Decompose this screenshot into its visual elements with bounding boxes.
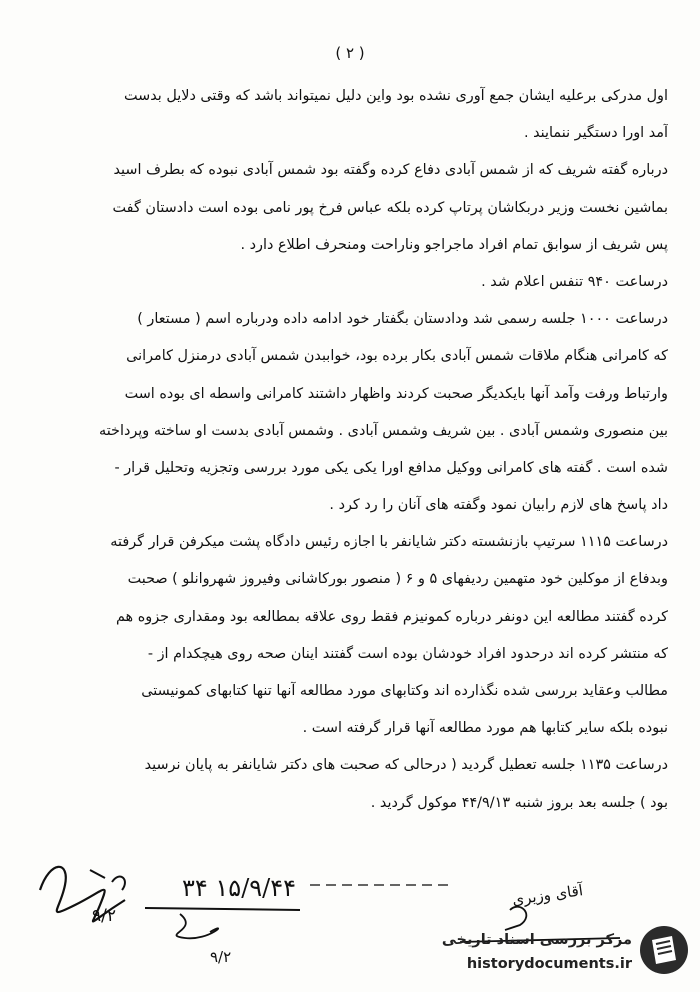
- handwritten-name-right: آقای وزیری: [511, 881, 585, 909]
- text-line: نبوده بلکه سایر کتابها هم مورد مطالعه آنها قرار گرفته است .: [302, 720, 668, 737]
- text-line: درساعت ۱۰۰۰ جلسه رسمی شد ودادستان بگفتار خود ادامه داده ودرباره اسم ( مستعار ): [137, 311, 668, 328]
- document-body: [30, 78, 668, 822]
- text-line: داد پاسخ های لازم رابیان نمود وگفته های آنان را رد کرد .: [329, 497, 668, 514]
- text-line: که منتشر کرده اند درحدود افراد خودشان بوده است گفتند اینان صحه روی هیچکدام از -: [147, 645, 668, 662]
- date-underline: [140, 900, 310, 940]
- text-line: درباره گفته شریف که از شمس آبادی دفاع کرده وگفته بود شمس آبادی نبوده که بطرف اسید: [113, 162, 668, 179]
- text-line: وارتباط ورفت وآمد آنها بایکدیگر صحبت کردند واظهار داشتند کامرانی واسطه ای بوده است: [124, 385, 668, 402]
- watermark-title: مرکز بررسی اسناد تاریخی: [441, 932, 632, 948]
- text-line: که کامرانی هنگام ملاقات شمس آبادی بکار برده بود، خواببدن شمس آبادی درمنزل کامرانی: [126, 348, 668, 365]
- text-line: شده است . گفته های کامرانی ووکیل مدافع اورا یکی یکی مورد بررسی وتجزیه وتحلیل قرار -: [114, 459, 668, 476]
- page-number: ( ۲ ): [335, 44, 365, 62]
- text-line: کرده گفتند مطالعه این دونفر درباره کمونیزم فقط روی علاقه بمطالعه بود ومقداری جزوه هم: [115, 608, 668, 625]
- text-line: پس شریف از سوابق تمام افراد ماجراجو وناراحت ومنحرف اطلاع دارد .: [240, 236, 668, 253]
- text-line: وبدفاع از موکلین خود متهمین ردیفهای ۵ و ۶ ( منصور بورکاشانی وفیروز شهروانلو ) صحبت: [127, 571, 668, 588]
- text-line: درساعت ۹۴۰ تنفس اعلام شد .: [481, 273, 668, 290]
- archive-watermark: [424, 918, 694, 988]
- signature-scribble-left: [30, 850, 150, 940]
- dashed-rule: [310, 880, 450, 890]
- handwritten-number-left: ۹/۲: [92, 906, 116, 926]
- text-line: مطالب وعقاید بررسی شده نگذارده اند وکتابهای مورد مطالعه آنها تنها کتابهای کمونیستی: [141, 683, 668, 699]
- handwritten-number-small: ۹/۲: [210, 948, 232, 966]
- text-line: درساعت ۱۱۱۵ سرتیپ بازنشسته دکتر شایانفر با اجازه رئیس دادگاه پشت میکرفن قرار گرفته: [110, 534, 668, 551]
- text-line: اول مدرکی برعلیه ایشان جمع آوری نشده بود واین دلیل نمیتواند باشد که وقتی دلایل بدست: [124, 88, 668, 104]
- archive-logo-icon: [638, 924, 690, 976]
- text-line: بین منصوری وشمس آبادی . بین شریف وشمس آبادی . وشمس آبادی بدست او ساخته وپرداخته: [99, 422, 668, 439]
- watermark-url: historydocuments.ir: [466, 956, 632, 972]
- text-line: بماشین نخست وزیر دربکاشان پرتاپ کرده بلکه عباس فرخ پور نامی بوده است دادستان گفت: [112, 199, 668, 216]
- text-line: بود ) جلسه بعد بروز شنبه ۴۴/۹/۱۳ موکول گردید .: [370, 794, 668, 811]
- text-line: آمد اورا دستگیر ننمایند .: [523, 125, 668, 142]
- handwritten-date: ۳۴ ۱۵/۹/۴۴: [182, 874, 297, 902]
- text-line: درساعت ۱۱۳۵ جلسه تعطیل گردید ( درحالی که صحبت های دکتر شایانفر به پایان نرسید: [144, 757, 668, 774]
